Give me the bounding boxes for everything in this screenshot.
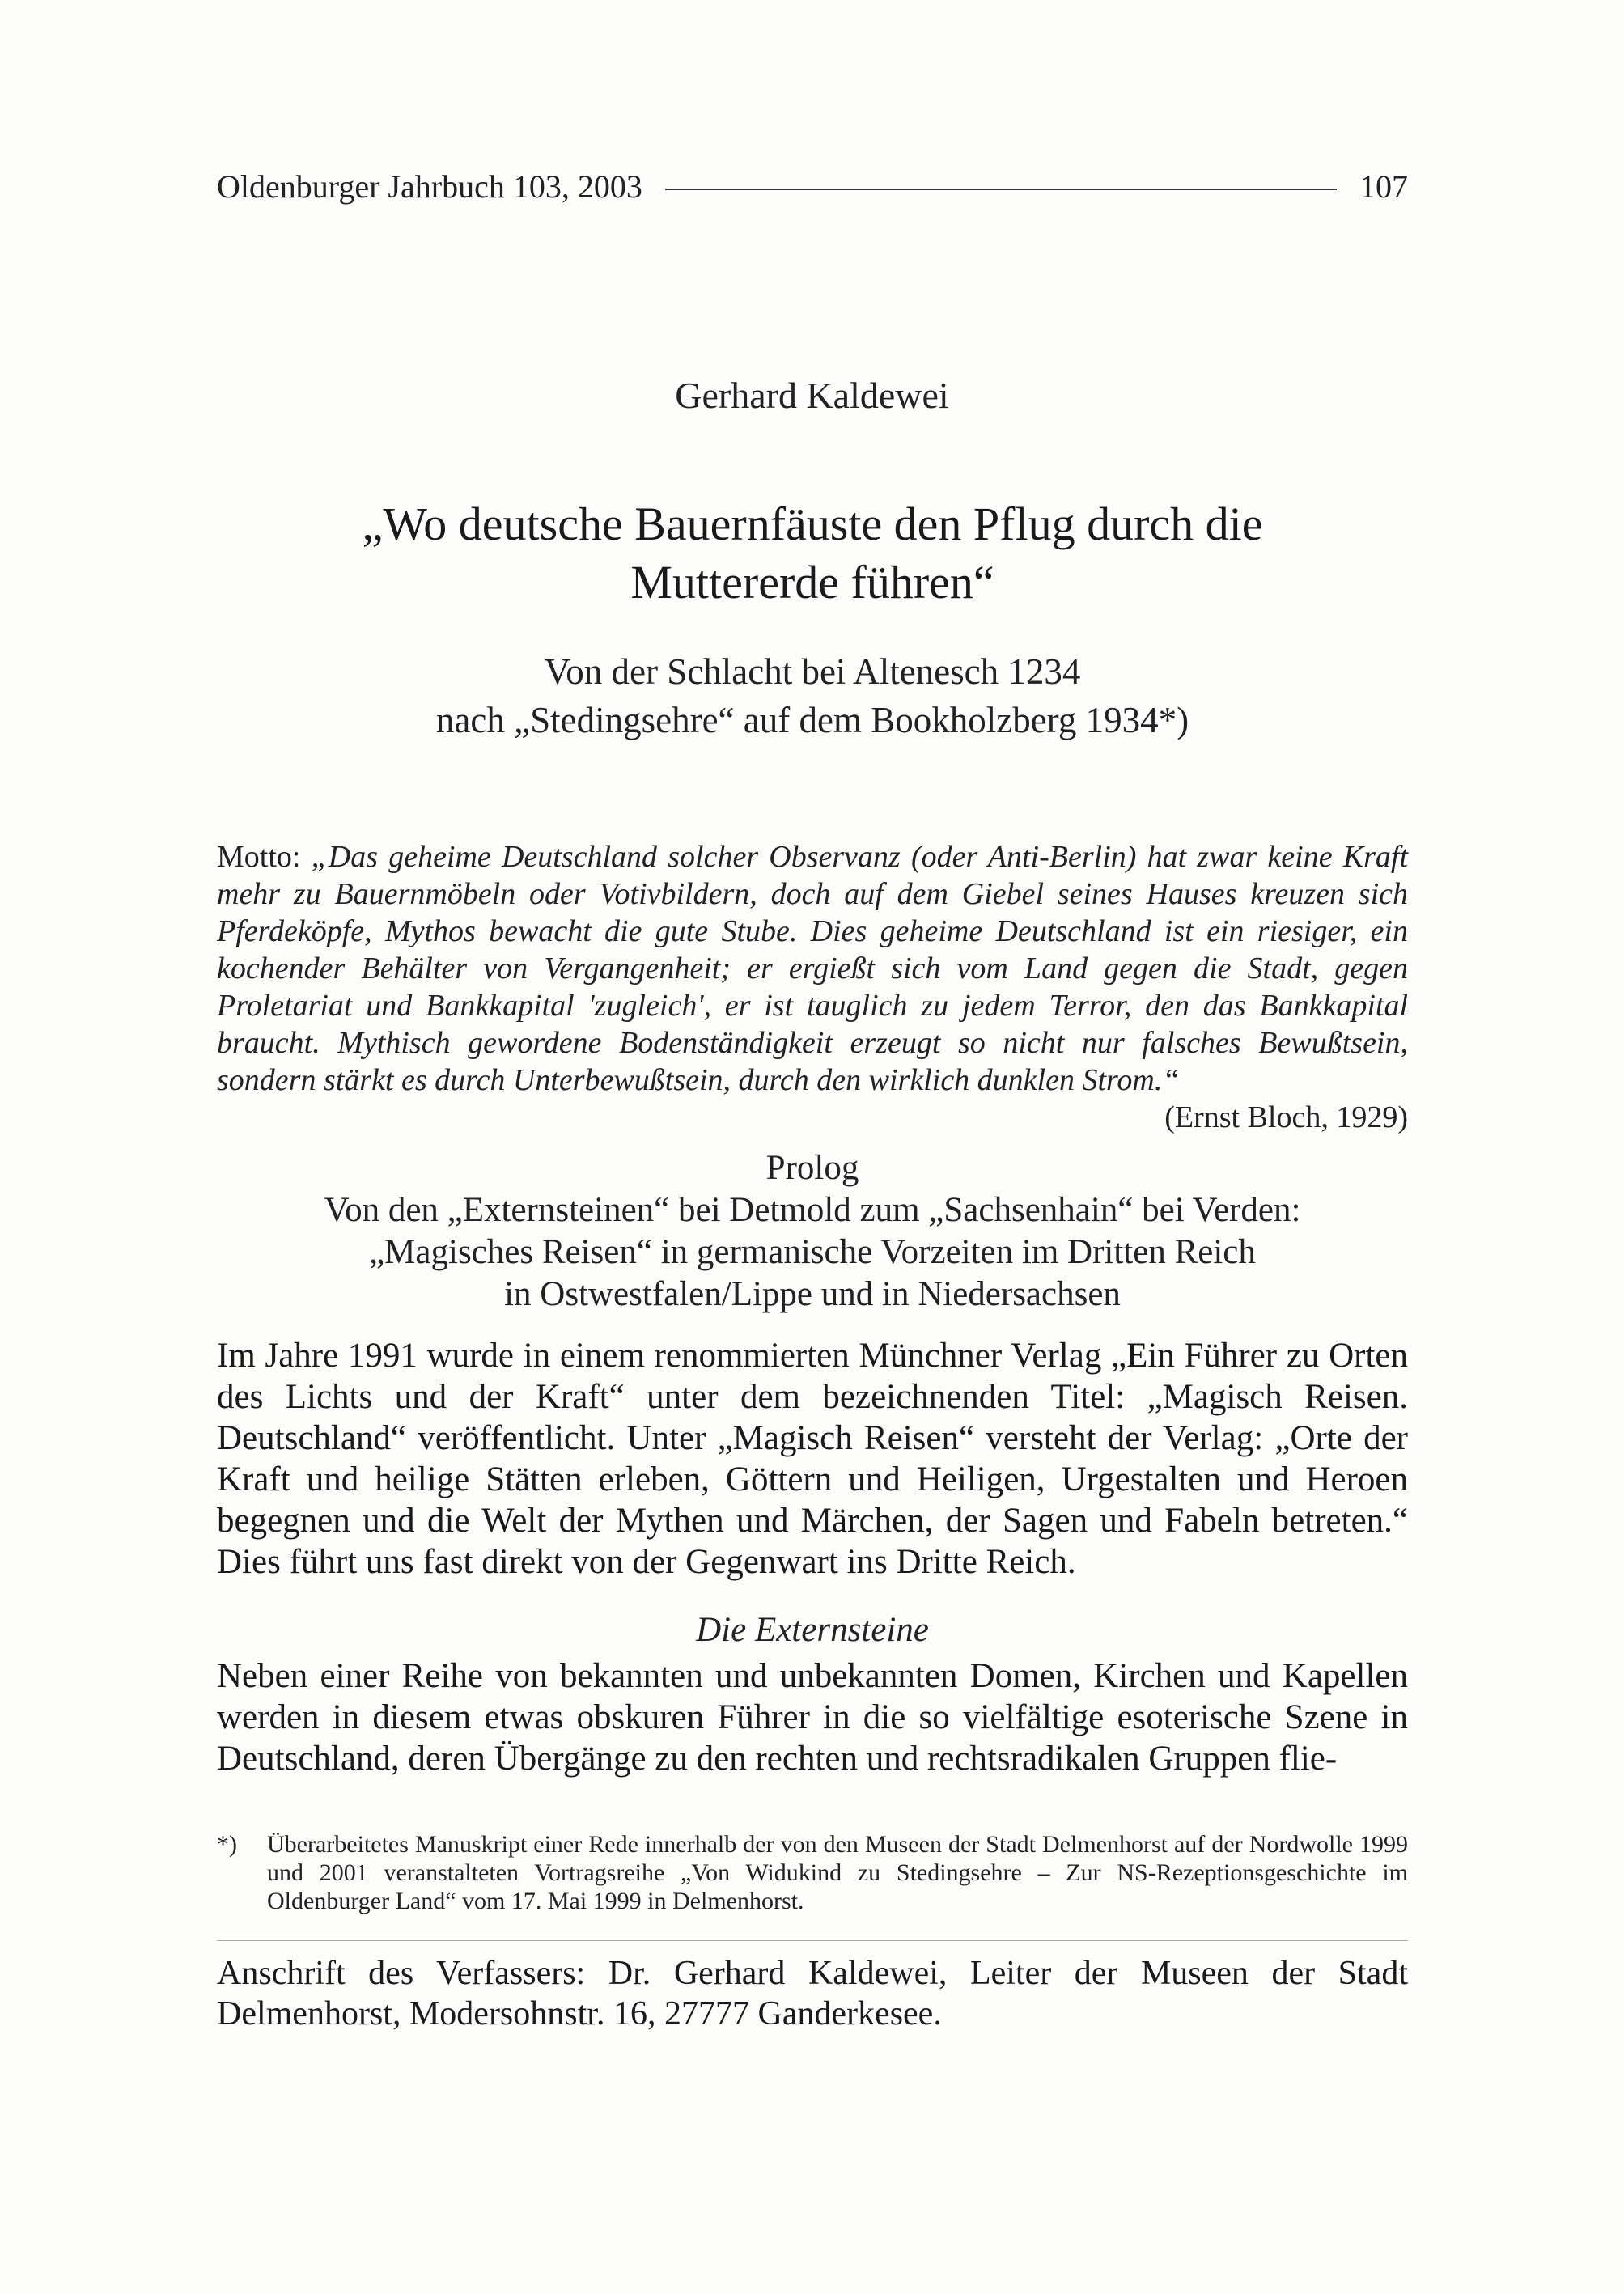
prolog-line-2: „Magisches Reisen“ in germanische Vorzeiten im Dritten Reich [369, 1233, 1256, 1271]
subtitle-line-2: nach „Stedingsehre“ auf dem Bookholzberg 1934*) [435, 700, 1189, 740]
title-line-1: „Wo deutsche Bauernfäuste den Pflug durch die [362, 498, 1263, 550]
paragraph-1: Im Jahre 1991 wurde in einem renommierten Münchner Verlag „Ein Führer zu Orten des Lichts und der Kraft“ unter dem bezeichnenden Titel: „Magisch Reisen. Deutschland“ veröffentlicht. Unter „Magisch Reisen“ versteht der Verlag: „Orte der Kraft und heilige Stätten erleben, Göttern und Heiligen, Urgestalten und Heroen begegnen und die Welt der Mythen und Märchen, der Sagen und Fabeln betreten.“ Dies führt uns fast direkt von der Gegenwart ins Dritte Reich. [217, 1337, 1408, 1581]
motto-source: (Ernst Bloch, 1929) [1164, 1100, 1408, 1134]
journal-title: Oldenburger Jahrbuch 103, 2003 [217, 167, 642, 205]
header-rule [665, 189, 1337, 190]
subtitle-line-1: Von der Schlacht bei Altenesch 1234 [544, 651, 1081, 692]
prolog-heading: Prolog [765, 1149, 859, 1187]
article-title [217, 495, 1408, 612]
footnote-text: Überarbeitetes Manuskript einer Rede innerhalb der von den Museen der Stadt Delmenhorst auf der Nordwolle 1999 und 2001 veranstalteten Vortragsreihe „Von Widukind zu Stedingsehre – Zur NS-Rezeptionsgeschichte im Oldenburger Land“ vom 17. Mai 1999 in Delmenhorst. [267, 1831, 1408, 1914]
running-header [217, 162, 1408, 210]
article-subtitle [217, 647, 1408, 744]
title-line-2: Muttererde führen“ [630, 556, 994, 608]
motto-label: Motto: [217, 840, 301, 874]
prolog-line-1: Von den „Externsteinen“ bei Detmold zum „Sachsenhain“ bei Verden: [324, 1191, 1301, 1229]
address-divider [217, 1940, 1408, 1941]
article-author: Gerhard Kaldewei [675, 375, 949, 416]
prolog-heading-block [217, 1147, 1408, 1316]
footnote [217, 1830, 1408, 1915]
page-number: 107 [1359, 167, 1408, 205]
footnote-marker: *) [217, 1831, 237, 1858]
section-heading-externsteine: Die Externsteine [696, 1611, 929, 1649]
paragraph-2: Neben einer Reihe von bekannten und unbekannten Domen, Kirchen und Kapellen werden in diesem etwas obskuren Führer in die so vielfältige esoterische Szene in Deutschland, deren Übergänge zu den rechten und rechtsradikalen Gruppen flie- [217, 1657, 1408, 1778]
motto-quote: „Das geheime Deutschland solcher Observanz (oder Anti-Berlin) hat zwar keine Kraft mehr zu Bauernmöbeln oder Votivbildern, doch auf dem Giebel seines Hauses kreuzen sich Pferdeköpfe, Mythos bewacht die gute Stube. Dies geheime Deutschland ist ein riesiger, ein kochender Behälter von Vergangenheit; er ergießt sich vom Land gegen die Stadt, gegen Proletariat und Bankkapital 'zugleich', er ist tauglich zu jedem Terror, den das Bankkapital braucht. Mythisch gewordene Bodenständigkeit erzeugt so nicht nur falsches Bewußtsein, sondern stärkt es durch Unterbewußtsein, durch den wirklich dunklen Strom.“ [217, 840, 1409, 1097]
author-address: Anschrift des Verfassers: Dr. Gerhard Kaldewei, Leiter der Museen der Stadt Delmenhorst, Modersohnstr. 16, 27777 Ganderkesee. [217, 1955, 1408, 2032]
prolog-line-3: in Ostwestfalen/Lippe und in Niedersachsen [504, 1275, 1121, 1313]
motto-block [217, 838, 1408, 1136]
